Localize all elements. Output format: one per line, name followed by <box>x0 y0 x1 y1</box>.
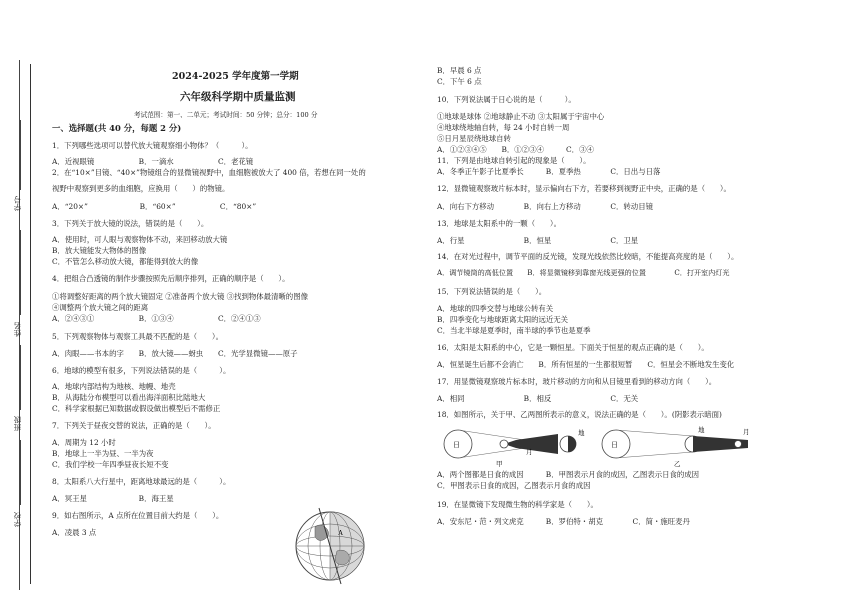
question-option: A．凌晨 3 点 <box>52 528 97 537</box>
question-text: 5．下列观察物体与观察工具最不匹配的是（ ）。 <box>52 332 223 341</box>
question-options: A．“20×” B．“60×” C．“80×” <box>52 202 257 211</box>
exam-info: 考试范围：第一、二单元；考试时间：50 分钟；总分：100 分 <box>134 111 318 119</box>
question-options: A．两个图都是日食的成因 B．甲图表示月食的成因，乙图表示日食的成因 <box>437 470 700 479</box>
question-options: A．安东尼・范・列文虎克 B．罗伯特・胡克 C．简・施旺麦丹 <box>437 517 690 526</box>
question-text: 16．太阳是太阳系的中心，它是一颗恒星。下面关于恒星的观点正确的是（ ）。 <box>437 343 709 352</box>
question-option: C．不管怎么移动放大镜，都能得到放大的像 <box>52 257 199 266</box>
question-options: A．①②③④⑤ B．①②③④ C．③④ <box>437 145 594 154</box>
question-options: A．近视眼镜 B．一滴水 C．老花镜 <box>52 157 254 166</box>
question-options: A．行星 B．恒星 C．卫星 <box>437 236 639 245</box>
sun-label: 日 <box>453 441 460 449</box>
question-text: 17．用显微镜观察玻片标本时，玻片移动的方向和从目镜里看到的移动方向（ ）。 <box>437 377 717 386</box>
earth-label: 地 <box>698 427 705 434</box>
question-text: 19．在显微镜下发现微生物的科学家是（ ）。 <box>437 500 598 509</box>
question-text: 10．下列说法属于日心说的是（ ）。 <box>437 95 576 104</box>
question-text: 4．把组合凸透镜的制作步骤按照先后顺序排列，正确的顺序是（ ）。 <box>52 274 290 283</box>
question-text: 11．下列是由地球自转引起的现象是（ ）。 <box>437 156 591 165</box>
question-steps: ①将调整好距离的两个放大镜固定 ②准备两个放大镜 ③找到物体最清晰的图像 <box>52 292 308 301</box>
question-steps: ④调整两个放大镜之间的距离 <box>52 303 149 312</box>
question-text: 13．地球是太阳系中的一颗（ ）。 <box>437 219 561 228</box>
question-option: B．地球上一半为昼、一半为夜 <box>52 449 154 458</box>
question-text: 14．在对光过程中，调节平面的反光镜，发现光线依然比较暗，不能提高亮度的是（ ）。 <box>437 252 739 261</box>
question-option: B．四季变化与地球距离太阳的远近无关 <box>437 315 569 324</box>
name-label: 姓名 <box>13 322 22 337</box>
question-option: B．早晨 6 点 <box>437 66 482 75</box>
question-option: A．地球的四季交替与地球公转有关 <box>437 304 554 313</box>
question-text: 9．如右图所示，A 点所在位置目前大约是（ ）。 <box>52 511 224 520</box>
moon-label: 月 <box>526 449 533 456</box>
question-option: B．放大镜能发大物体的图像 <box>52 246 147 255</box>
exam-term-title: 2024-2025 学年度第一学期 <box>172 71 299 82</box>
question-option: A．地球内部结构为地核、地幔、地壳 <box>52 382 176 391</box>
question-options: A．相同 B．相反 C．无关 <box>437 394 639 403</box>
question-steps: ④地球绕地轴自转，每 24 小时自转一周 <box>437 123 570 132</box>
question-option: C．甲图表示日食的成因，乙图表示月食的成因 <box>437 481 591 490</box>
question-text: 7．下列关于昼夜交替的说法，正确的是（ ）。 <box>52 421 216 430</box>
question-text: 视野中观察到更多的血细胞，应换用（ ）的物镜。 <box>52 184 230 193</box>
class-label: 班级 <box>13 416 22 431</box>
school-label: 学校 <box>13 512 22 527</box>
answer-line-4 <box>20 440 21 505</box>
question-options: A．冥王星 B．海王星 <box>52 494 174 503</box>
figure-caption: 甲 <box>496 461 503 468</box>
question-options: A．肉眼——书本的字 B．放大镜——蚜虫 C．光学显微镜——原子 <box>52 349 298 358</box>
question-option: C．我们学校一年四季昼夜长短不变 <box>52 460 169 469</box>
question-text: 2．在“10×”目镜、“40×”物镜组合的显微镜视野中，血细胞被放大了 400 倍，若想在同一处的 <box>52 168 366 177</box>
question-options: A．调节镜筒的高低位置 B．将显微镜移到靠窗光线更强的位置 C．打开室内灯光 <box>437 268 730 277</box>
answer-line-1 <box>20 120 21 190</box>
moon-label: 月 <box>743 429 750 436</box>
eclipse-figure-yi <box>598 426 758 468</box>
answer-line-2 <box>20 230 21 315</box>
question-text: 3．下列关于放大镜的说法，错误的是（ ）。 <box>52 219 209 228</box>
answer-line-3 <box>20 345 21 410</box>
globe-point-label: A <box>338 529 344 537</box>
question-text: 15．下列说法错误的是（ ）。 <box>437 287 547 296</box>
question-option: C．当北半球是夏季时，南半球的季节也是夏季 <box>437 326 591 335</box>
question-options: A．向右下方移动 B．向右上方移动 C．转动目镜 <box>437 202 653 211</box>
earth-label: 地 <box>578 430 585 437</box>
question-options: A．冬季正午影子比夏季长 B．夏季热 C．日出与日落 <box>437 167 661 176</box>
question-option: C．下午 6 点 <box>437 77 482 86</box>
sun-label: 日 <box>611 441 618 449</box>
question-text: 1．下列哪些选项可以替代放大镜观察细小物体？（ ）。 <box>52 141 253 150</box>
globe-figure <box>285 505 375 585</box>
question-text: 12．显微镜观察玻片标本时，显示偏向右下方，若要移到视野正中央，正确的是（ ）。 <box>437 184 731 193</box>
question-text: 8．太阳系八大行星中，距离地球最远的是（ ）。 <box>52 477 231 486</box>
question-text: 18．如图所示，关于甲、乙两图所表示的意义，说法正确的是（ ）。(阴影表示暗面) <box>437 410 722 419</box>
margin-rule <box>30 64 32 584</box>
question-steps: ①地球是球体 ②地球静止不动 ③太阳属于宇宙中心 <box>437 112 605 121</box>
question-option: B．从海陆分布模型可以看出海洋面积比陆地大 <box>52 393 206 402</box>
eclipse-figure-jia <box>440 426 595 468</box>
question-option: C．科学家根据已知数据或假设做出模型后不需修正 <box>52 404 221 413</box>
question-option: A．周期为 12 小时 <box>52 438 116 447</box>
question-option: A．使用时，可人眼与观察物体不动，来回移动放大镜 <box>52 235 228 244</box>
figure-caption: 乙 <box>674 461 681 468</box>
question-steps: ⑤日月星辰绕地球自转 <box>437 134 511 143</box>
question-options: A．恒星诞生后都不会消亡 B．所有恒星的一生都很短暂 C．恒星会不断地发生变化 <box>437 360 735 369</box>
section-heading: 一、选择题(共 40 分，每题 2 分) <box>52 123 182 133</box>
exam-title: 六年级科学期中质量监测 <box>180 91 296 103</box>
question-options: A．②④③① B．①③④ C．②④①③ <box>52 314 261 323</box>
student-id-label: 学号 <box>13 196 22 211</box>
question-text: 6．地球的模型有很多，下列说法错误的是（ ）。 <box>52 366 231 375</box>
